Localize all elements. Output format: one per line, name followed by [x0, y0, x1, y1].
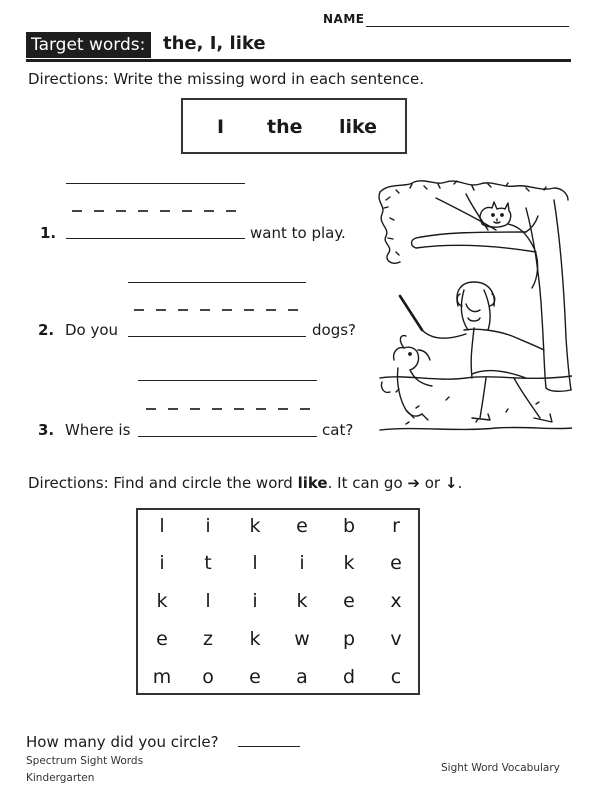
directions-find [28, 474, 462, 492]
grid-letter[interactable]: a [296, 666, 308, 688]
directions-write: Directions: Write the missing word in each sentence. [28, 70, 424, 88]
trace-mid-line [146, 408, 318, 410]
sentence-text: cat? [322, 421, 354, 439]
grid-row [138, 590, 418, 627]
grid-letter[interactable]: k [156, 590, 168, 612]
grid-row [138, 628, 418, 665]
grid-letter[interactable]: e [390, 552, 402, 574]
grid-letter[interactable]: x [390, 590, 402, 612]
grid-letter[interactable]: v [390, 628, 402, 650]
arrow-right-icon: ➔ [407, 474, 420, 492]
sentence-text: Do you [65, 321, 119, 339]
grid-letter[interactable]: t [204, 552, 212, 574]
sentence-text: Where is [65, 421, 131, 439]
sentence-number: 1. [40, 224, 57, 242]
grid-letter[interactable]: d [342, 666, 356, 688]
target-words-label: Target words: [26, 32, 151, 58]
grid-letter[interactable]: k [249, 628, 261, 650]
grid-letter[interactable]: z [203, 628, 213, 650]
name-label: NAME [323, 12, 365, 26]
count-answer-line[interactable] [238, 746, 300, 747]
grid-letter[interactable]: e [296, 515, 308, 537]
grid-letter[interactable]: r [392, 515, 400, 537]
trace-top-line [128, 282, 306, 283]
header-rule [26, 59, 571, 62]
word-search-grid [136, 508, 420, 695]
grid-letter[interactable]: p [342, 628, 356, 650]
grid-row [138, 666, 418, 703]
trace-top-line [138, 380, 317, 381]
grid-letter[interactable]: i [205, 515, 211, 537]
sentence-text: dogs? [312, 321, 356, 339]
grid-letter[interactable]: e [156, 628, 168, 650]
grid-letter[interactable]: c [390, 666, 402, 688]
grid-letter[interactable]: b [342, 515, 356, 537]
trace-top-line [66, 183, 245, 184]
sentence-number: 3. [38, 421, 55, 439]
count-question: How many did you circle? [26, 733, 219, 751]
directions-text: . It can go [327, 474, 408, 492]
grid-row [138, 515, 418, 552]
word-bank-word: I [217, 116, 225, 138]
grid-letter[interactable]: i [252, 590, 258, 612]
grid-letter[interactable]: l [159, 515, 165, 537]
word-bank-word: like [339, 116, 378, 138]
arrow-down-icon: ↓ [444, 474, 458, 492]
grid-letter[interactable]: i [299, 552, 305, 574]
name-field-line[interactable] [366, 26, 569, 27]
answer-line-3[interactable] [138, 436, 317, 437]
directions-text: Directions: Find and circle the word [28, 474, 298, 492]
sentence-number: 2. [38, 321, 55, 339]
grid-letter[interactable]: k [296, 590, 308, 612]
grid-row [138, 552, 418, 589]
answer-line-2[interactable] [128, 336, 306, 337]
footer-grade: Kindergarten [26, 772, 95, 784]
grid-letter[interactable]: l [205, 590, 211, 612]
trace-mid-line [72, 210, 244, 212]
grid-letter[interactable]: w [294, 628, 310, 650]
trace-mid-line [134, 309, 306, 311]
grid-letter[interactable]: k [343, 552, 355, 574]
word-bank-box [181, 98, 407, 154]
answer-line-1[interactable] [66, 238, 245, 239]
directions-text: or [419, 474, 445, 492]
target-words: the, I, like [163, 33, 266, 54]
sentence-text: want to play. [250, 224, 346, 242]
grid-letter[interactable]: e [343, 590, 355, 612]
grid-letter[interactable]: i [159, 552, 165, 574]
grid-letter[interactable]: m [152, 666, 172, 688]
girl-dog-cat-tree-illustration [376, 178, 572, 440]
footer-book-title: Spectrum Sight Words [26, 755, 144, 767]
directions-text: . [457, 474, 463, 492]
grid-letter[interactable]: o [202, 666, 214, 688]
word-bank-word: the [267, 116, 303, 138]
grid-letter[interactable]: k [249, 515, 261, 537]
grid-letter[interactable]: e [249, 666, 261, 688]
directions-keyword: like [297, 474, 328, 492]
footer-section: Sight Word Vocabulary [441, 762, 560, 774]
grid-letter[interactable]: l [252, 552, 258, 574]
